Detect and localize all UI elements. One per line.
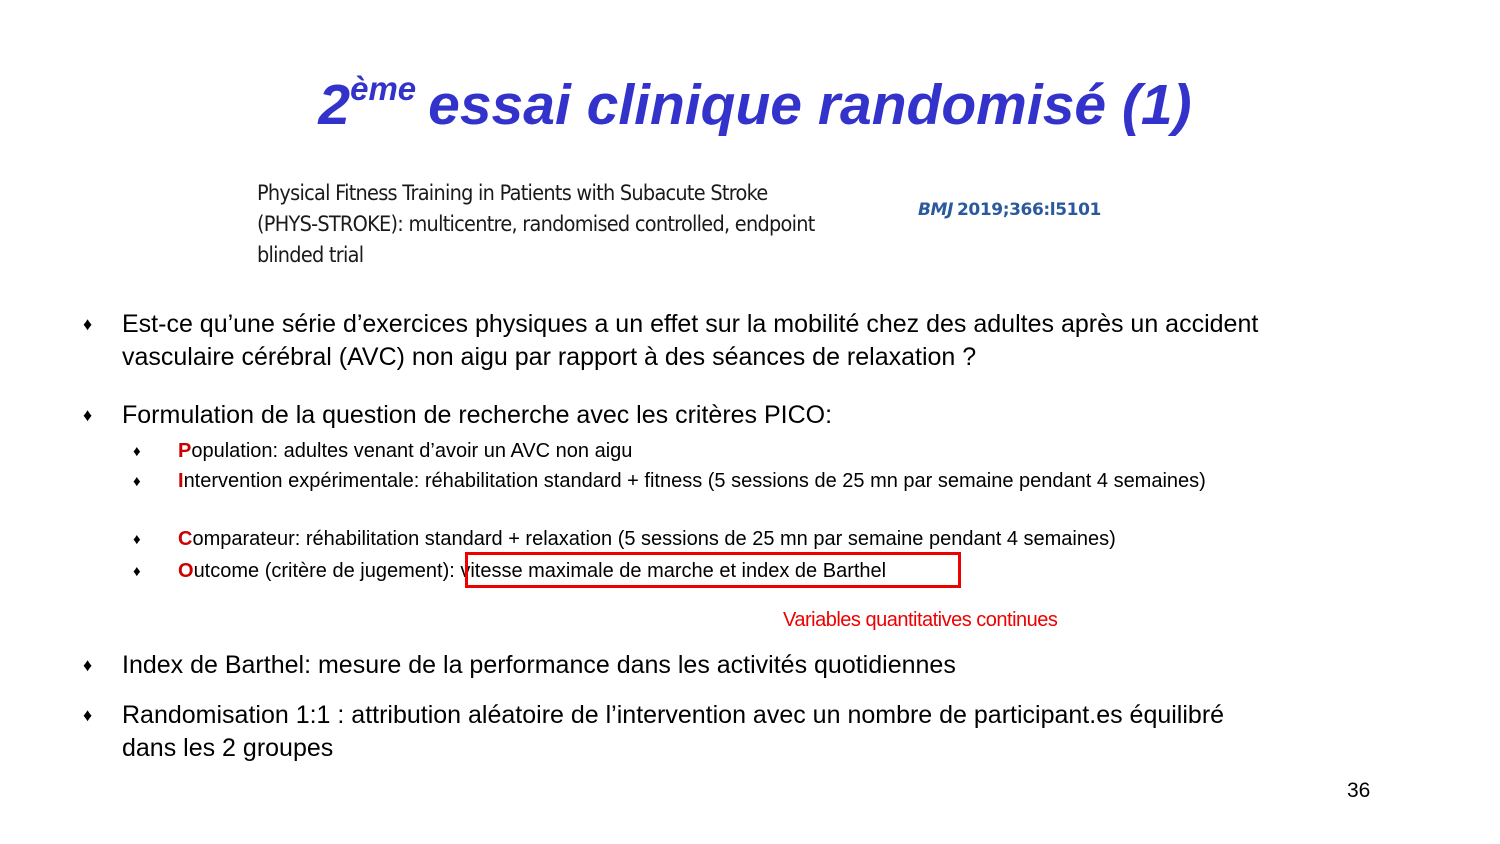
bullet-text: Formulation de la question de recherche avec les critères PICO: [122, 401, 833, 429]
bullet-research-question [83, 308, 1283, 374]
journal-name: BMJ [918, 200, 953, 220]
bullet-text: Randomisation 1:1 : attribution aléatoire de l’intervention avec un nombre de participant.es équilibré dans les 2 groupes [122, 701, 1225, 762]
diamond-bullet-icon: ♦ [133, 531, 141, 548]
diamond-bullet-icon: ♦ [133, 563, 141, 580]
outcome-highlight-box [465, 552, 961, 588]
page-number: 36 [1347, 779, 1371, 802]
pico-item-population [133, 438, 1293, 465]
pico-text: opulation: adultes venant d’avoir un AVC non aigu [191, 440, 633, 462]
slide-title [0, 70, 1500, 138]
title-superscript: ème [350, 70, 417, 107]
pico-letter: C [178, 528, 193, 550]
diamond-bullet-icon: ♦ [83, 705, 93, 725]
title-number: 2 [318, 73, 351, 137]
bullet-randomisation [83, 699, 1283, 765]
pico-item-intervention [133, 468, 1293, 495]
journal-citation [918, 200, 1101, 220]
pico-text: omparateur: réhabilitation standard + relaxation (5 sessions de 25 mn par semaine pendant 4 semaines) [192, 528, 1116, 550]
diamond-bullet-icon: ♦ [133, 473, 141, 490]
article-title-line: (PHYS-STROKE): multicentre, randomised controlled, endpoint [257, 212, 815, 236]
pico-text: ntervention expérimentale: réhabilitation standard + fitness (5 sessions de 25 mn par semaine pendant 4 semaines) [183, 470, 1206, 492]
bullet-text: Est-ce qu’une série d’exercices physiques a un effet sur la mobilité chez des adultes après un accident vasculaire cérébral (AVC) non aigu par rapport à des séances de relaxation ? [122, 310, 1259, 371]
article-title-line: Physical Fitness Training in Patients with Subacute Stroke [257, 181, 768, 205]
bullet-pico-formulation [83, 399, 1283, 432]
bullet-barthel-index [83, 649, 1283, 682]
article-title [257, 178, 846, 271]
variables-annotation: Variables quantitatives continues [783, 609, 1058, 631]
article-title-line: blinded trial [257, 243, 364, 267]
bullet-text: Index de Barthel: mesure de la performance dans les activités quotidiennes [122, 651, 956, 679]
diamond-bullet-icon: ♦ [83, 655, 93, 675]
diamond-bullet-icon: ♦ [83, 314, 93, 334]
journal-reference: 2019;366:l5101 [957, 200, 1101, 220]
pico-item-comparator [133, 526, 1293, 553]
title-text: essai clinique randomisé (1) [428, 73, 1192, 137]
diamond-bullet-icon: ♦ [83, 405, 93, 425]
pico-letter: I [178, 470, 184, 492]
pico-letter: P [178, 440, 192, 462]
pico-text: utcome (critère de jugement): vitesse maximale de marche et index de Barthel [193, 560, 887, 582]
diamond-bullet-icon: ♦ [133, 443, 141, 460]
pico-letter: O [178, 560, 194, 582]
